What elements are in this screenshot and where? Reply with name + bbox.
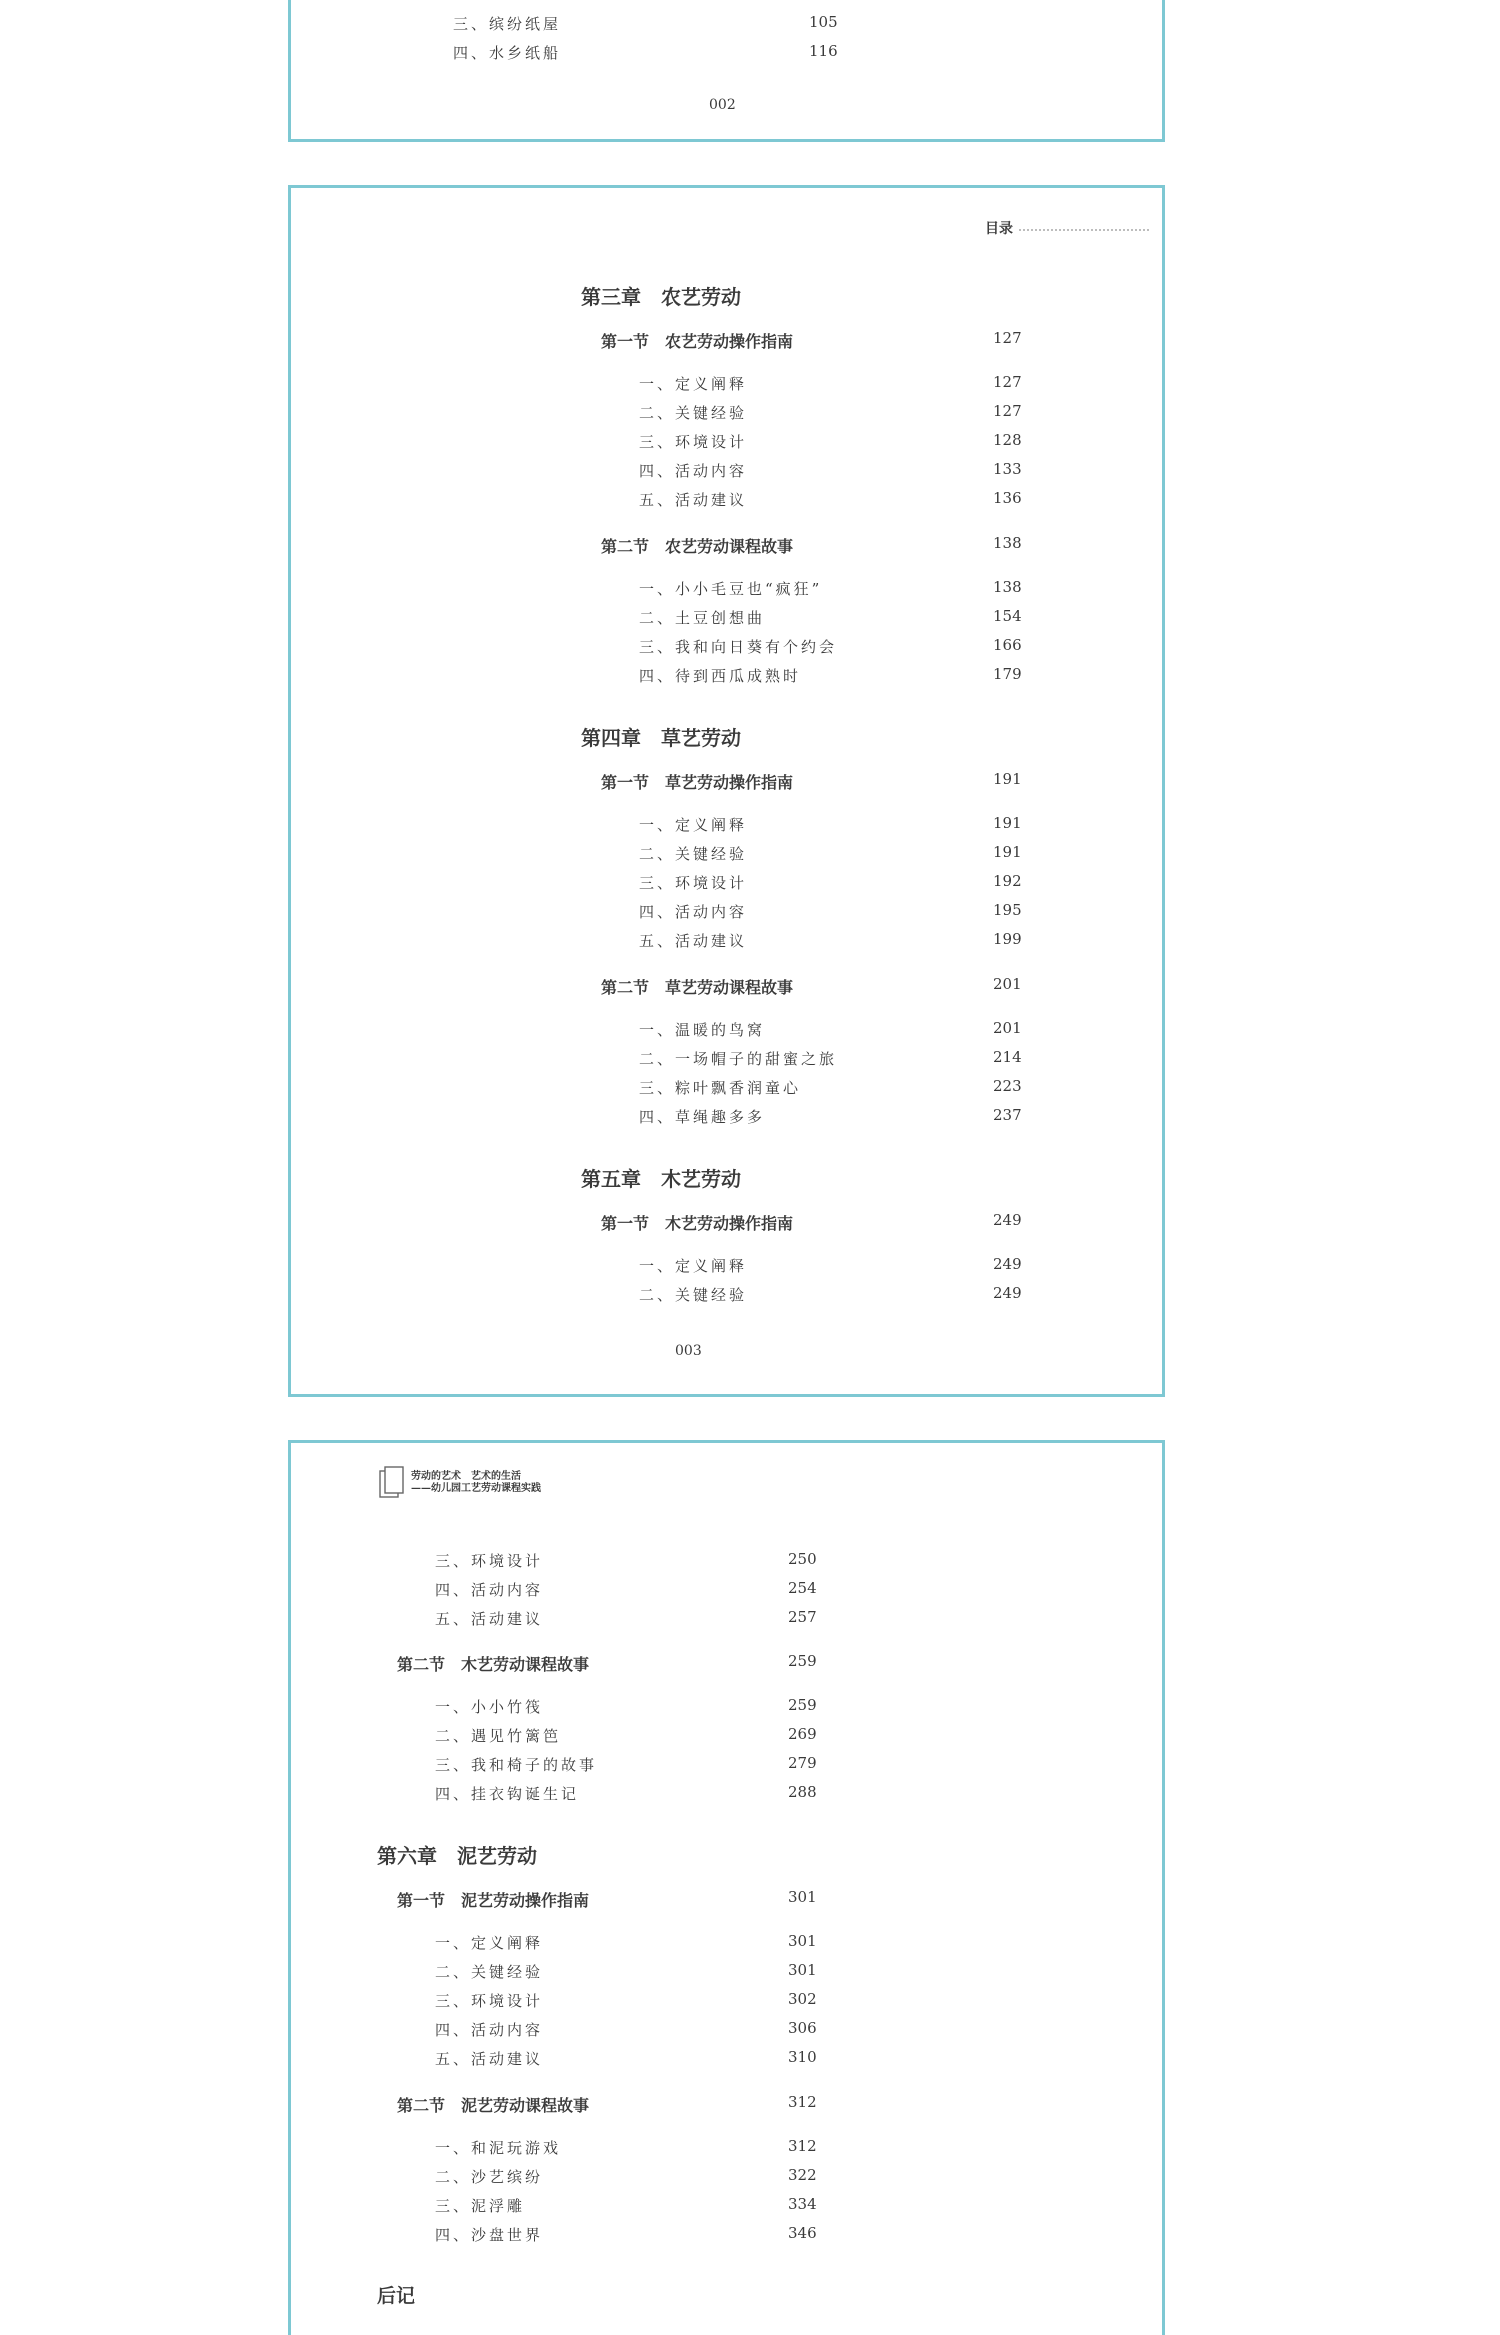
toc-page-ref: 191 bbox=[993, 843, 1022, 861]
toc-item: 一、定义阐释 bbox=[639, 375, 748, 393]
toc-page-ref: 195 bbox=[993, 901, 1022, 919]
toc-page-ref: 346 bbox=[788, 2224, 817, 2242]
toc-item: 三、缤纷纸屋 bbox=[453, 15, 562, 33]
book-logo-title bbox=[411, 1471, 541, 1495]
toc-item: 四、活动内容 bbox=[435, 2021, 544, 2039]
toc-item: 五、活动建议 bbox=[639, 932, 748, 950]
toc-page-ref: 269 bbox=[788, 1725, 817, 1743]
toc-item: 三、环境设计 bbox=[435, 1992, 544, 2010]
toc-page-ref: 250 bbox=[788, 1550, 817, 1568]
section-title: 第一节 泥艺劳动操作指南 bbox=[397, 1891, 590, 1910]
toc-page-ref: 128 bbox=[993, 431, 1022, 449]
afterword-title: 后记 bbox=[377, 2285, 416, 2307]
toc-item: 三、环境设计 bbox=[639, 874, 748, 892]
toc-page-ref: 302 bbox=[788, 1990, 817, 2008]
toc-item: 四、沙盘世界 bbox=[435, 2226, 544, 2244]
toc-page-ref: 259 bbox=[788, 1652, 817, 1670]
toc-page-ref: 192 bbox=[993, 872, 1022, 890]
toc-page-ref: 334 bbox=[788, 2195, 817, 2213]
toc-item: 二、关键经验 bbox=[639, 404, 748, 422]
toc-item: 五、活动建议 bbox=[639, 491, 748, 509]
toc-page-ref: 191 bbox=[993, 814, 1022, 832]
toc-item: 三、粽叶飘香润童心 bbox=[639, 1079, 802, 1097]
toc-item: 四、活动内容 bbox=[435, 1581, 544, 1599]
toc-page-ref: 127 bbox=[993, 402, 1022, 420]
toc-item: 一、定义阐释 bbox=[435, 1934, 544, 1952]
running-header-label: 目录 bbox=[985, 221, 1013, 237]
chapter-title: 第六章 泥艺劳动 bbox=[377, 1844, 537, 1868]
toc-page-ref: 201 bbox=[993, 1019, 1022, 1037]
book-logo-icon bbox=[379, 1465, 407, 1505]
toc-item: 二、一场帽子的甜蜜之旅 bbox=[639, 1050, 838, 1068]
toc-item: 一、定义阐释 bbox=[639, 816, 748, 834]
toc-item: 四、挂衣钩诞生记 bbox=[435, 1785, 580, 1803]
toc-item: 五、活动建议 bbox=[435, 1610, 544, 1628]
toc-page-ref: 312 bbox=[788, 2093, 817, 2111]
page-number: 003 bbox=[675, 1343, 702, 1359]
toc-page-ref: 249 bbox=[993, 1211, 1022, 1229]
toc-page-ref: 257 bbox=[788, 1608, 817, 1626]
section-title: 第一节 农艺劳动操作指南 bbox=[601, 332, 794, 351]
chapter-title: 第三章 农艺劳动 bbox=[581, 285, 741, 309]
toc-item: 一、小小竹筏 bbox=[435, 1698, 544, 1716]
toc-page-ref: 288 bbox=[788, 1783, 817, 1801]
toc-item: 二、土豆创想曲 bbox=[639, 609, 766, 627]
toc-item: 三、我和椅子的故事 bbox=[435, 1756, 598, 1774]
toc-page-ref: 191 bbox=[993, 770, 1022, 788]
toc-item: 二、遇见竹篱笆 bbox=[435, 1727, 562, 1745]
toc-item: 一、小小毛豆也“疯狂” bbox=[639, 580, 823, 598]
toc-page-ref: 133 bbox=[993, 460, 1022, 478]
toc-page-ref: 249 bbox=[993, 1284, 1022, 1302]
toc-page-ref: 199 bbox=[993, 930, 1022, 948]
toc-item: 五、活动建议 bbox=[435, 2050, 544, 2068]
page-number: 002 bbox=[709, 97, 736, 113]
section-title: 第二节 农艺劳动课程故事 bbox=[601, 537, 794, 556]
toc-page-ref: 179 bbox=[993, 665, 1022, 683]
toc-item: 四、活动内容 bbox=[639, 903, 748, 921]
toc-page-003 bbox=[288, 185, 1165, 1397]
toc-item: 四、水乡纸船 bbox=[453, 44, 562, 62]
toc-page-ref: 214 bbox=[993, 1048, 1022, 1066]
toc-page-ref: 201 bbox=[993, 975, 1022, 993]
toc-item: 二、沙艺缤纷 bbox=[435, 2168, 544, 2186]
toc-page-ref: 154 bbox=[993, 607, 1022, 625]
toc-item: 一、定义阐释 bbox=[639, 1257, 748, 1275]
toc-page-ref: 166 bbox=[993, 636, 1022, 654]
section-title: 第一节 草艺劳动操作指南 bbox=[601, 773, 794, 792]
toc-page-ref: 116 bbox=[809, 42, 838, 60]
toc-page-ref: 138 bbox=[993, 534, 1022, 552]
toc-page-ref: 301 bbox=[788, 1961, 817, 1979]
toc-item: 三、我和向日葵有个约会 bbox=[639, 638, 838, 656]
toc-item: 四、草绳趣多多 bbox=[639, 1108, 766, 1126]
toc-page-ref: 254 bbox=[788, 1579, 817, 1597]
chapter-title: 第四章 草艺劳动 bbox=[581, 726, 741, 750]
toc-page-ref: 138 bbox=[993, 578, 1022, 596]
running-header-rule bbox=[1019, 229, 1149, 231]
toc-page-ref: 237 bbox=[993, 1106, 1022, 1124]
toc-item: 四、活动内容 bbox=[639, 462, 748, 480]
section-title: 第二节 草艺劳动课程故事 bbox=[601, 978, 794, 997]
toc-page-004 bbox=[288, 1440, 1165, 2335]
toc-item: 一、温暖的鸟窝 bbox=[639, 1021, 766, 1039]
toc-item: 四、待到西瓜成熟时 bbox=[639, 667, 802, 685]
toc-page-ref: 127 bbox=[993, 329, 1022, 347]
section-title: 第二节 泥艺劳动课程故事 bbox=[397, 2096, 590, 2115]
toc-item: 二、关键经验 bbox=[435, 1963, 544, 1981]
toc-page-ref: 127 bbox=[993, 373, 1022, 391]
toc-page-ref: 279 bbox=[788, 1754, 817, 1772]
toc-page-ref: 310 bbox=[788, 2048, 817, 2066]
toc-item: 三、泥浮雕 bbox=[435, 2197, 526, 2215]
toc-page-002 bbox=[288, 0, 1165, 142]
toc-item: 二、关键经验 bbox=[639, 845, 748, 863]
toc-page-ref: 249 bbox=[993, 1255, 1022, 1273]
toc-item: 一、和泥玩游戏 bbox=[435, 2139, 562, 2157]
book-logo-line1: 劳动的艺术 艺术的生活 bbox=[411, 1471, 521, 1482]
toc-page-ref: 223 bbox=[993, 1077, 1022, 1095]
toc-page-ref: 301 bbox=[788, 1888, 817, 1906]
toc-item: 二、关键经验 bbox=[639, 1286, 748, 1304]
toc-page-ref: 259 bbox=[788, 1696, 817, 1714]
book-logo-line2: ——幼儿园工艺劳动课程实践 bbox=[411, 1483, 541, 1494]
toc-page-ref: 322 bbox=[788, 2166, 817, 2184]
toc-item: 三、环境设计 bbox=[435, 1552, 544, 1570]
toc-page-ref: 301 bbox=[788, 1932, 817, 1950]
toc-page-ref: 105 bbox=[809, 13, 838, 31]
toc-page-ref: 312 bbox=[788, 2137, 817, 2155]
toc-item: 三、环境设计 bbox=[639, 433, 748, 451]
chapter-title: 第五章 木艺劳动 bbox=[581, 1167, 741, 1191]
toc-page-ref: 136 bbox=[993, 489, 1022, 507]
section-title: 第一节 木艺劳动操作指南 bbox=[601, 1214, 794, 1233]
toc-page-ref: 306 bbox=[788, 2019, 817, 2037]
section-title: 第二节 木艺劳动课程故事 bbox=[397, 1655, 590, 1674]
